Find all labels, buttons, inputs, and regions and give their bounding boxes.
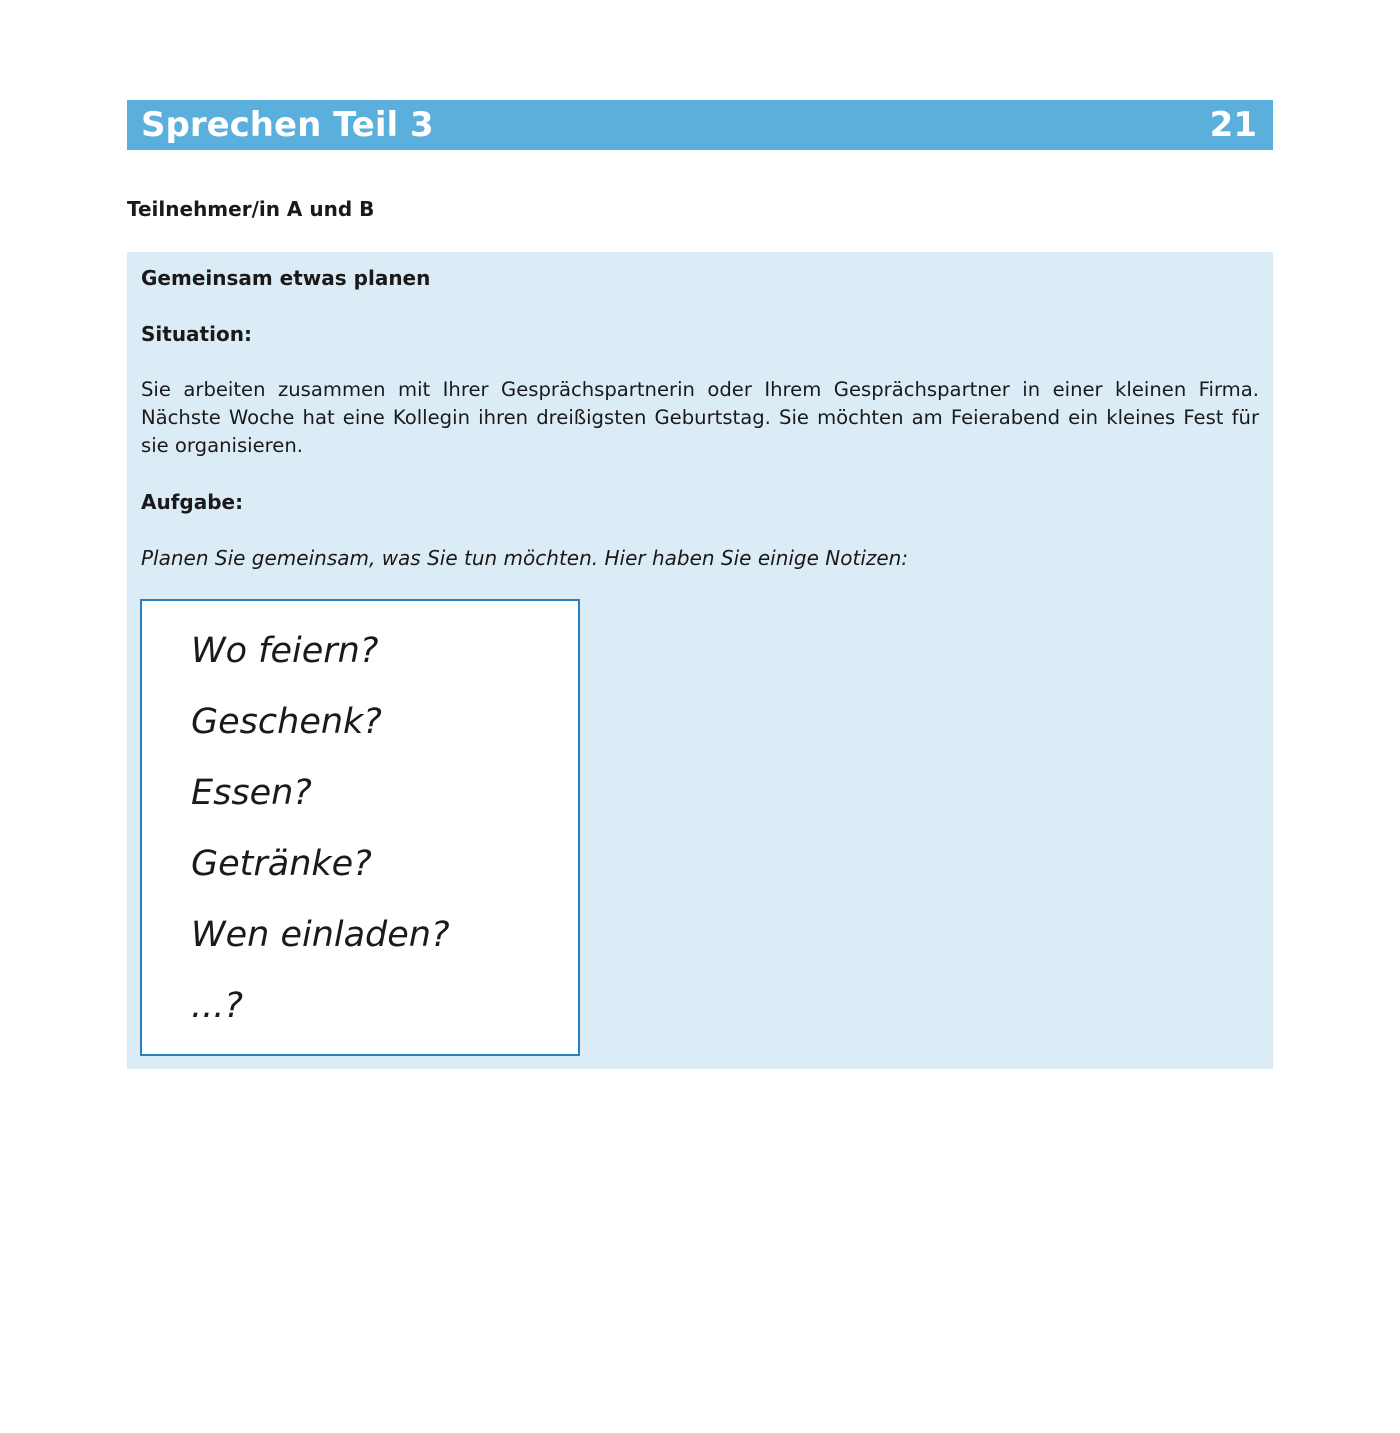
note-item: ...? [191, 986, 243, 1026]
situation-label: Situation: [141, 322, 252, 346]
participants-label: Teilnehmer/in A und B [127, 197, 375, 221]
assignment-label: Aufgabe: [141, 490, 244, 514]
note-item: Wo feiern? [191, 631, 379, 671]
section-header [127, 100, 1273, 150]
task-title: Gemeinsam etwas planen [141, 266, 431, 290]
notes-box [140, 599, 580, 1056]
section-title: Sprechen Teil 3 [141, 105, 434, 145]
assignment-text: Planen Sie gemeinsam, was Sie tun möchten. Hier haben Sie einige Notizen: [141, 546, 909, 570]
note-item: Essen? [191, 773, 312, 813]
note-item: Getränke? [191, 844, 372, 884]
page-number: 21 [1209, 105, 1257, 145]
task-panel [127, 252, 1273, 1069]
note-item: Geschenk? [191, 702, 382, 742]
note-item: Wen einladen? [191, 915, 450, 955]
situation-text: Sie arbeiten zusammen mit Ihrer Gesprächspartnerin oder Ihrem Gesprächspartner in einer kleinen Firma. Nächste Woche hat eine Kollegin ihren dreißigsten Geburtstag. Sie möchten am Feierabend ein kleines Fest für sie organisieren. [141, 378, 1259, 457]
